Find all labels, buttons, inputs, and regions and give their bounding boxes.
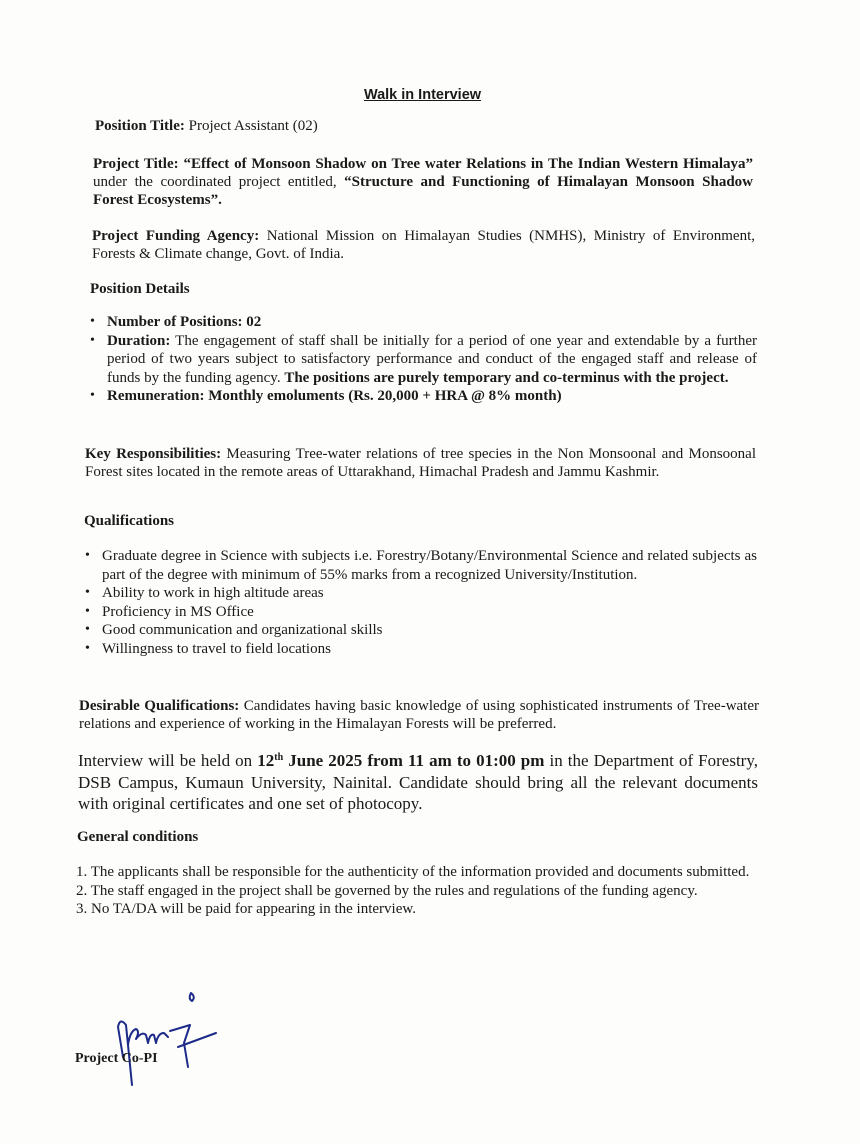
list-item: • Good communication and organizational skills <box>102 621 757 640</box>
project-title-label: Project Title: <box>93 156 179 172</box>
position-title-label: Position Title: <box>95 118 185 134</box>
desirable-qualifications-label: Desirable Qualifications: <box>79 698 240 714</box>
project-title-quote: “Effect of Monsoon Shadow on Tree water Relations in The Indian Western Himalaya” <box>183 156 753 172</box>
document-title: Walk in Interview <box>363 87 482 103</box>
list-item: • Proficiency in MS Office <box>102 603 757 622</box>
signature-icon <box>90 985 230 1095</box>
position-details-heading: Position Details <box>90 281 190 297</box>
key-responsibilities-value: Measuring Tree-water relations of tree species in the Non Monsoonal and Monsoonal Forest sites located in the remote areas of Uttarakhand, Himachal Pradesh and Jammu Kashmir. <box>85 446 757 480</box>
list-item: • Graduate degree in Science with subjects i.e. Forestry/Botany/Environmental Science and related subjects as part of the degree with minimum of 55% marks from a recognized University/Institution. <box>102 547 757 584</box>
list-item-remuneration: • Remuneration: Monthly emoluments (Rs. 20,000 + HRA @ 8% month) <box>107 387 757 406</box>
list-item: 1. The applicants shall be responsible for the authenticity of the information provided and documents submitted. <box>76 864 750 880</box>
key-responsibilities-label: Key Responsibilities: <box>85 446 222 462</box>
project-title <box>93 155 753 209</box>
key-responsibilities <box>85 445 756 481</box>
position-details-list <box>107 313 757 406</box>
qualifications-heading: Qualifications <box>84 513 175 529</box>
list-item: • Ability to work in high altitude areas <box>102 584 757 603</box>
position-title <box>95 117 755 135</box>
coordinated-project-quote: “Structure and Functioning of Himalayan Monsoon Shadow Forest Ecosystems”. <box>93 174 753 208</box>
interview-date: 12th June 2025 from 11 am to 01:00 pm <box>257 751 545 770</box>
list-item-duration: • Duration: The engagement of staff shall be initially for a period of one year and extendable by a further period of two years subject to satisfactory performance and conduct of the engaged staff and release of funds by the funding agency. The positions are purely temporary and co-terminus with the project. <box>107 332 757 388</box>
desirable-qualifications-value: Candidates having basic knowledge of using sophisticated instruments of Tree-water relations and experience of working in the Himalayan Forests will be preferred. <box>79 698 760 732</box>
list-item: 2. The staff engaged in the project shall be governed by the rules and regulations of the funding agency. <box>76 882 698 899</box>
list-item: • Willingness to travel to field locations <box>102 640 757 659</box>
funding-agency <box>92 227 755 263</box>
general-conditions-heading: General conditions <box>77 829 199 845</box>
interview-details: Interview will be held on 12th June 2025 from 11 am to 01:00 pm in the Department of Forestry, DSB Campus, Kumaun University, Nainital. Candidate should bring all the relevant documents with original certificates and one set of photocopy. <box>78 751 758 813</box>
signature-label: Project Co-PI <box>75 1051 158 1066</box>
funding-agency-value: National Mission on Himalayan Studies (NMHS), Ministry of Environment, Forests & Climate change, Govt. of India. <box>92 228 755 262</box>
position-title-value: Project Assistant (02) <box>188 118 318 134</box>
list-item: 3. No TA/DA will be paid for appearing in the interview. <box>76 901 416 917</box>
qualifications-list <box>102 547 757 658</box>
funding-agency-label: Project Funding Agency: <box>92 228 260 244</box>
general-conditions-list <box>76 863 758 919</box>
list-item-positions: • Number of Positions: 02 <box>107 313 757 332</box>
desirable-qualifications <box>79 697 759 733</box>
project-title-middle: under the coordinated project entitled, <box>93 174 345 190</box>
